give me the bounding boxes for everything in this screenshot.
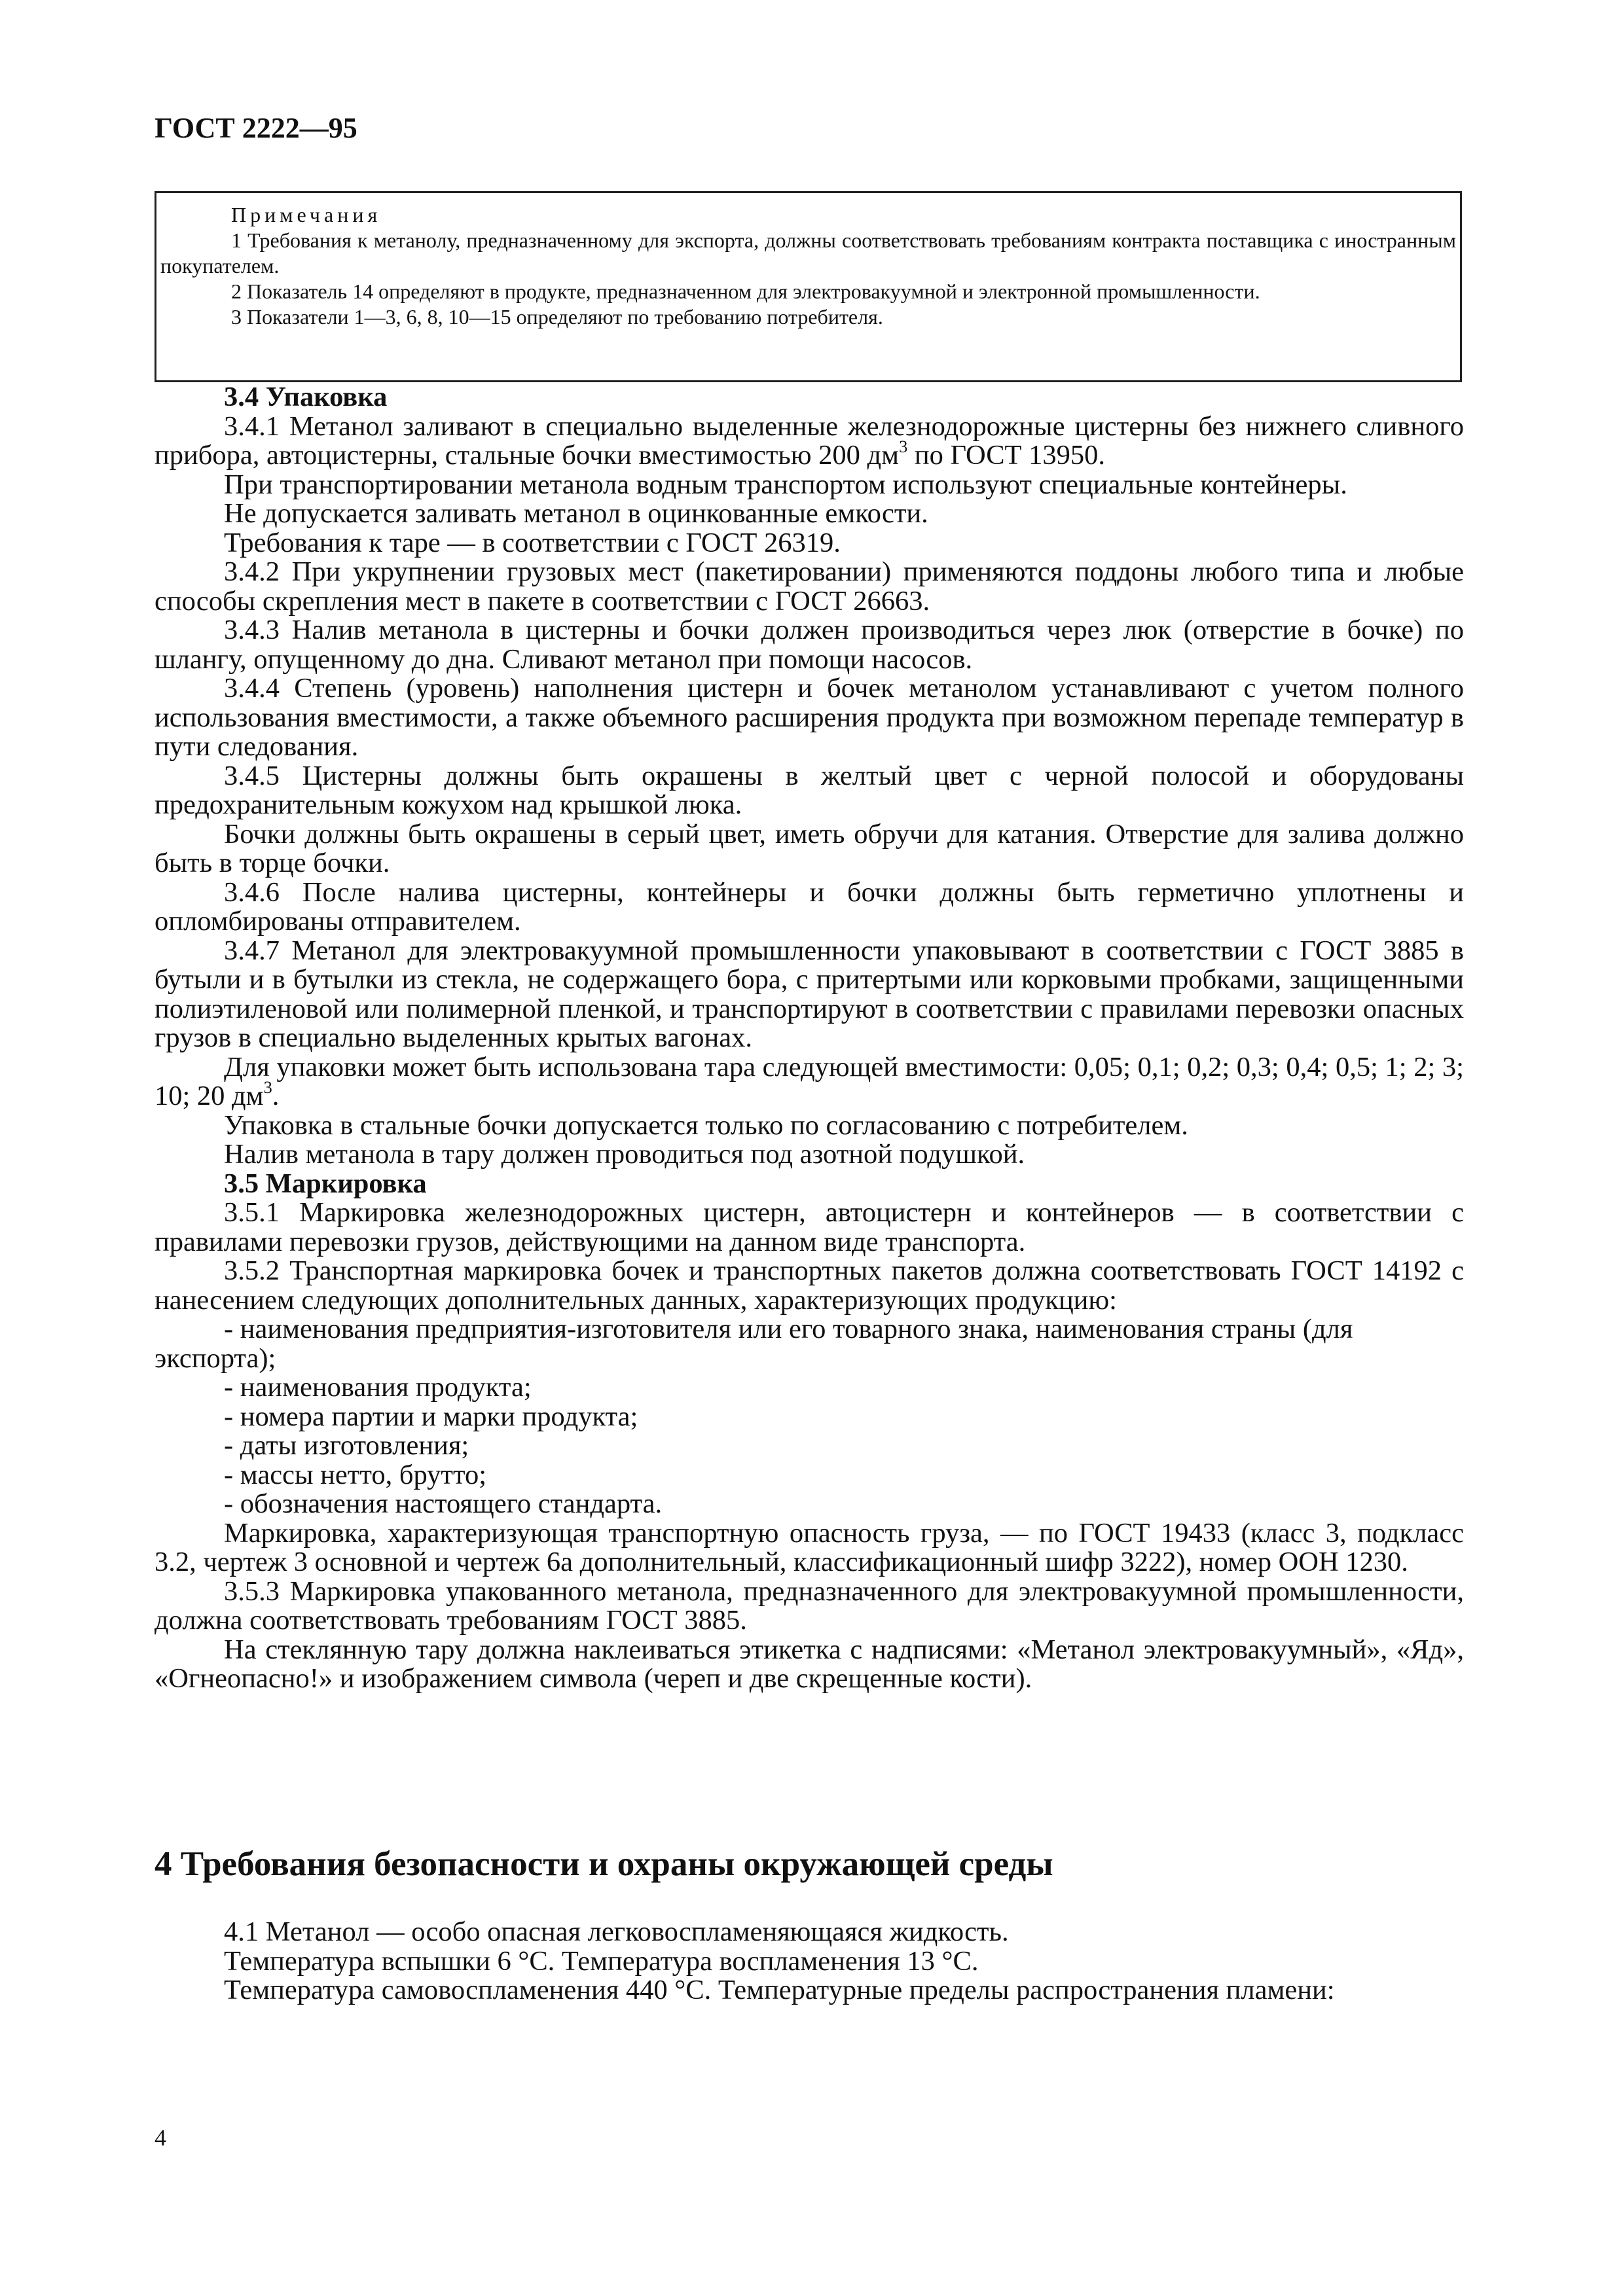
paragraph: 3.4.1 Метанол заливают в специально выделенные железнодорожные цистерны без нижнего сливного прибора, автоцистерны, стальные бочки вместимостью 200 $дм^3$ по ГОСТ 13950. (155, 410, 1464, 471)
list-item: - даты изготовления; (224, 1430, 469, 1461)
paragraph: 3.4.6 После налива цистерны, контейнеры и бочки должны быть герметично уплотнены и опломбированы отправителем. (155, 876, 1464, 937)
notes-title: Примечания (231, 203, 382, 226)
note-item: 2 Показатель 14 определяют в продукте, предназначенном для электровакуумной и электронной промышленности. (231, 279, 1260, 303)
paragraph: 3.5.1 Маркировка железнодорожных цистерн, автоцистерн и контейнеров — в соответствии с правилами перевозки грузов, действующими на данном виде транспорта. (155, 1197, 1464, 1257)
paragraph: 3.5.2 Транспортная маркировка бочек и транспортных пакетов должна соответствовать ГОСТ 14192 с нанесением следующих дополнительных данных, характеризующих продукцию: (155, 1255, 1464, 1316)
paragraph: На стеклянную тару должна наклеиваться этикетка с надписями: «Метанол электровакуумный», «Яд», «Огнеопасно!» и изображением символа (череп и две скрещенные кости). (155, 1634, 1464, 1694)
paragraph: 3.5.3 Маркировка упакованного метанола, предназначенного для электровакуумной промышленности, должна соответствовать требованиям ГОСТ 3885. (155, 1575, 1464, 1636)
paragraph: Температура самовоспламенения 440 °С. Температурные пределы распространения пламени: (224, 1975, 1335, 2005)
list-item: - обозначения настоящего стандарта. (224, 1488, 663, 1519)
paragraph: 3.4.3 Налив метанола в цистерны и бочки должен производиться через люк (отверстие в бочке) по шлангу, опущенному до дна. Сливают метанол при помощи насосов. (155, 615, 1464, 675)
main-text (155, 383, 1464, 1694)
notes-box (155, 191, 1462, 382)
page-header: ГОСТ 2222—95 (155, 112, 357, 144)
paragraph: 4.1 Метанол — особо опасная легковоспламеняющаяся жидкость. (224, 1916, 1009, 1947)
paragraph: При транспортировании метанола водным транспортом используют специальные контейнеры. (224, 469, 1347, 500)
list-item: - номера партии и марки продукта; (224, 1401, 638, 1432)
paragraph: Маркировка, характеризующая транспортную опасность груза, — по ГОСТ 19433 (класс 3, подкласс 3.2, чертеж 3 основной и чертеж 6а дополнительный, классификационный шифр 3222), номер ООН 1230. (155, 1517, 1464, 1577)
note-item: 3 Показатели 1—3, 6, 8, 10—15 определяют по требованию потребителя. (231, 305, 883, 329)
list-item: - наименования предприятия-изготовителя или его товарного знака, наименования страны (для экспорта); (155, 1314, 1353, 1374)
section-4-text (155, 1918, 1464, 2005)
paragraph: Бочки должны быть окрашены в серый цвет, иметь обручи для катания. Отверстие для залива должно быть в торце бочки. (155, 818, 1464, 878)
list-item: - наименования продукта; (224, 1372, 532, 1403)
section-3-5-heading: 3.5 Маркировка (224, 1168, 427, 1199)
list-item: - массы нетто, брутто; (224, 1459, 487, 1490)
paragraph: 3.4.4 Степень (уровень) наполнения цистерн и бочек метанолом устанавливают с учетом полного использования вместимости, а также объемного расширения продукта при возможном перепаде температур в пути следования. (155, 673, 1464, 762)
paragraph: 3.4.5 Цистерны должны быть окрашены в желтый цвет с черной полосой и оборудованы предохранительным кожухом над крышкой люка. (155, 760, 1464, 820)
paragraph: 3.4.7 Метанол для электровакуумной промышленности упаковывают в соответствии с ГОСТ 3885 в бутыли и в бутылки из стекла, не содержащего бора, с притертыми или корковыми пробками, защищенными полиэтиленовой или полимерной пленкой, и транспортируют в соответствии с правилами перевозки опасных грузов в специально выделенных крытых вагонах. (155, 935, 1464, 1053)
paragraph: Требования к таре — в соответствии с ГОСТ 26319. (224, 527, 841, 558)
paragraph: Не допускается заливать метанол в оцинкованные емкости. (224, 498, 928, 529)
page-number: 4 (155, 2125, 166, 2151)
paragraph: Упаковка в стальные бочки допускается только по согласованию с потребителем. (224, 1109, 1188, 1141)
section-4-heading: 4 Требования безопасности и охраны окружающей среды (155, 1845, 1053, 1883)
note-item: 1 Требования к метанолу, предназначенному для экспорта, должны соответствовать требованиям контракта поставщика с иностранным покупателем. (160, 228, 1456, 278)
section-3-4-heading: 3.4 Упаковка (224, 382, 388, 412)
paragraph: Налив метанола в тару должен проводиться под азотной подушкой. (224, 1139, 1025, 1170)
paragraph: Температура вспышки 6 °С. Температура воспламенения 13 °С. (224, 1945, 979, 1977)
paragraph: 3.4.2 При укрупнении грузовых мест (пакетировании) применяются поддоны любого типа и любые способы скрепления мест в пакете в соответствии с ГОСТ 26663. (155, 556, 1464, 617)
paragraph: Для упаковки может быть использована тара следующей вместимости: 0,05; 0,1; 0,2; 0,3; 0,4; 0,5; 1; 2; 3; 10; 20 $дм^3$. (155, 1051, 1464, 1111)
